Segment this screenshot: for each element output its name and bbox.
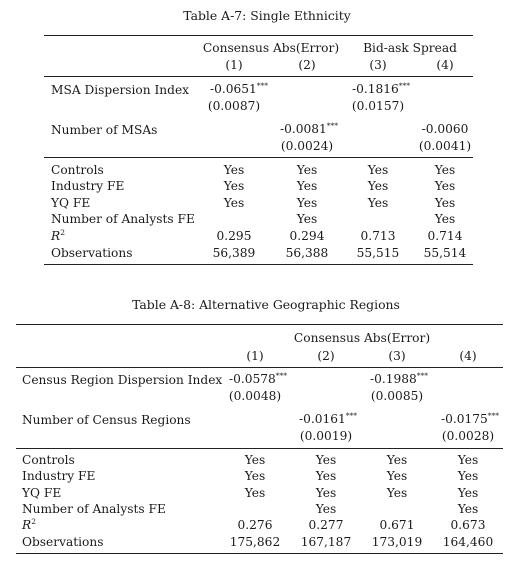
table-a8-col-4: (4) xyxy=(459,349,477,363)
table-a8-census-c1-se: (0.0048) xyxy=(228,389,282,403)
table-a8-r2-c2: 0.277 xyxy=(308,518,344,532)
table-a8-obs-c4: 164,460 xyxy=(442,535,494,549)
table-a7-controls-label: Controls xyxy=(51,163,104,177)
table-a7-analysts-c4: Yes xyxy=(434,212,456,226)
table-a7-yq-label: YQ FE xyxy=(51,196,91,210)
table-a7-msa-c3: -0.1816*** xyxy=(351,81,411,96)
table-a7-num-c2: -0.0081*** xyxy=(279,121,339,136)
table-a8-obs-label: Observations xyxy=(22,535,104,549)
table-a7-caption: Table A-7: Single Ethnicity xyxy=(183,8,351,23)
table-a7-num-c2-se: (0.0024) xyxy=(280,139,334,153)
table-a7-msa-c3-se: (0.0157) xyxy=(351,99,405,113)
table-a8-yq-label: YQ FE xyxy=(22,486,62,500)
table-a8-yq-c2: Yes xyxy=(315,486,337,500)
table-a7-yq-c2: Yes xyxy=(296,196,318,210)
table-a7-num-c4-se: (0.0041) xyxy=(418,139,472,153)
table-a8-r2-label: $R^2$ xyxy=(22,517,36,532)
table-a8-col-2: (2) xyxy=(317,349,335,363)
table-a8-industry-c1: Yes xyxy=(244,469,266,483)
table-a7-obs-c4: 55,514 xyxy=(423,246,467,260)
table-a7-analysts-c2: Yes xyxy=(296,212,318,226)
table-a8-controls-c1: Yes xyxy=(244,453,266,467)
table-a7-bottom-rule xyxy=(44,264,473,265)
table-a8-industry-label: Industry FE xyxy=(22,469,96,483)
table-a8-group-consensus: Consensus Abs(Error) xyxy=(293,331,431,345)
table-a7-r2-c1: 0.295 xyxy=(216,229,252,243)
table-a8-num-c4: -0.0175*** xyxy=(440,411,500,426)
table-a7-analysts-label: Number of Analysts FE xyxy=(51,212,195,226)
table-a8-industry-c2: Yes xyxy=(315,469,337,483)
table-a7-industry-c2: Yes xyxy=(296,179,318,193)
table-a8-num-c4-se: (0.0028) xyxy=(441,429,495,443)
table-a7-num-c4: -0.0060 xyxy=(421,122,469,136)
table-a8-analysts-label: Number of Analysts FE xyxy=(22,502,166,516)
table-a7-msa-c1-se: (0.0087) xyxy=(207,99,261,113)
table-a8-r2-c3: 0.671 xyxy=(379,518,415,532)
table-a8-num-c2-se: (0.0019) xyxy=(299,429,353,443)
table-a8-top-rule xyxy=(16,324,503,325)
table-a7-controls-c4: Yes xyxy=(434,163,456,177)
table-a7-industry-c4: Yes xyxy=(434,179,456,193)
table-a8-census-c1: -0.0578*** xyxy=(228,371,288,386)
table-a7-r2-label: $R^2$ xyxy=(51,228,65,243)
table-a7-num-label: Number of MSAs xyxy=(51,123,158,137)
table-a8-census-label: Census Region Dispersion Index xyxy=(22,373,223,387)
table-a7-yq-c1: Yes xyxy=(223,196,245,210)
table-a8-industry-c4: Yes xyxy=(457,469,479,483)
table-a8-analysts-c2: Yes xyxy=(315,502,337,516)
table-a8-r2-c1: 0.276 xyxy=(237,518,273,532)
table-a7-obs-c2: 56,388 xyxy=(285,246,329,260)
table-a7-yq-c3: Yes xyxy=(367,196,389,210)
table-a7-col-2: (2) xyxy=(298,58,316,72)
table-a7-obs-label: Observations xyxy=(51,246,133,260)
table-a7-obs-c1: 56,389 xyxy=(212,246,256,260)
table-a8-obs-c3: 173,019 xyxy=(371,535,423,549)
table-a7-col-1: (1) xyxy=(225,58,243,72)
table-a8-bottom-rule xyxy=(16,553,503,554)
table-a7-group-bidask: Bid-ask Spread xyxy=(363,41,457,55)
table-a7-top-rule xyxy=(44,35,473,36)
table-a8-header-rule xyxy=(16,367,503,368)
table-a8-caption: Table A-8: Alternative Geographic Regions xyxy=(132,297,400,312)
table-a8-num-c2: -0.0161*** xyxy=(298,411,358,426)
table-a7-r2-c3: 0.713 xyxy=(360,229,396,243)
table-a8-census-c3-se: (0.0085) xyxy=(370,389,424,403)
table-a7-controls-c3: Yes xyxy=(367,163,389,177)
table-a7-msa-c1: -0.0651*** xyxy=(209,81,269,96)
table-a7-mid-rule xyxy=(44,157,473,158)
table-a7-industry-label: Industry FE xyxy=(51,179,125,193)
table-a8-obs-c1: 175,862 xyxy=(229,535,281,549)
table-a7-msa-label: MSA Dispersion Index xyxy=(51,83,190,97)
table-a7-industry-c3: Yes xyxy=(367,179,389,193)
table-a7-r2-c4: 0.714 xyxy=(427,229,463,243)
table-a7-controls-c1: Yes xyxy=(223,163,245,177)
table-a7-col-4: (4) xyxy=(436,58,454,72)
table-a8-yq-c3: Yes xyxy=(386,486,408,500)
table-a7-yq-c4: Yes xyxy=(434,196,456,210)
table-a7-header-rule xyxy=(44,76,473,77)
table-a8-analysts-c4: Yes xyxy=(457,502,479,516)
table-a8-yq-c1: Yes xyxy=(244,486,266,500)
table-a8-mid-rule xyxy=(16,448,503,449)
table-a7-group-consensus: Consensus Abs(Error) xyxy=(202,41,340,55)
table-a7-controls-c2: Yes xyxy=(296,163,318,177)
table-a8-obs-c2: 167,187 xyxy=(300,535,352,549)
table-a8-census-c3: -0.1988*** xyxy=(369,371,429,386)
table-a8-num-label: Number of Census Regions xyxy=(22,413,191,427)
table-a7-col-3: (3) xyxy=(369,58,387,72)
table-a7-obs-c3: 55,515 xyxy=(356,246,400,260)
table-a8-controls-label: Controls xyxy=(22,453,75,467)
table-a8-controls-c3: Yes xyxy=(386,453,408,467)
table-a8-col-3: (3) xyxy=(388,349,406,363)
table-a8-col-1: (1) xyxy=(246,349,264,363)
table-a8-controls-c4: Yes xyxy=(457,453,479,467)
table-a7-r2-c2: 0.294 xyxy=(289,229,325,243)
table-a8-r2-c4: 0.673 xyxy=(450,518,486,532)
table-a7-industry-c1: Yes xyxy=(223,179,245,193)
table-a8-industry-c3: Yes xyxy=(386,469,408,483)
table-a8-yq-c4: Yes xyxy=(457,486,479,500)
table-a8-controls-c2: Yes xyxy=(315,453,337,467)
